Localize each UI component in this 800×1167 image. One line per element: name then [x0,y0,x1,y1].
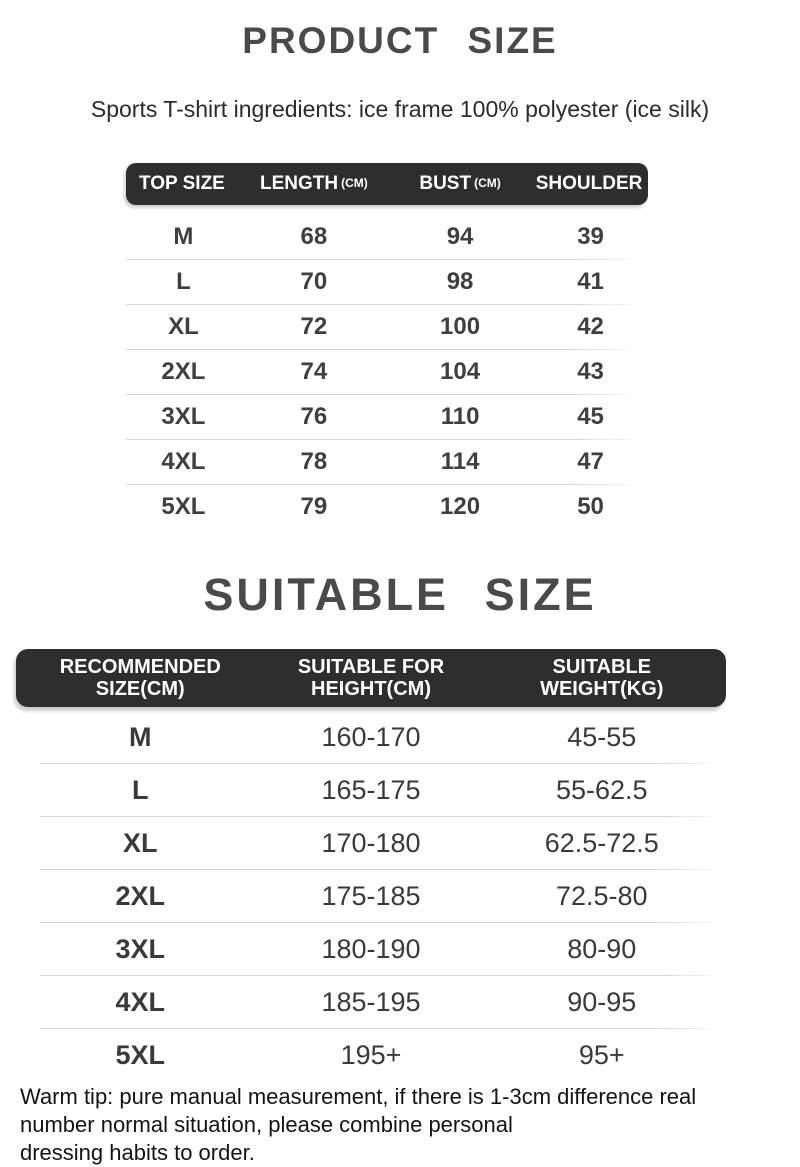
size-cell: 4XL [161,448,206,475]
height-cell: 185-195 [321,986,421,1017]
bust-cell: 110 [440,403,480,430]
column-label-line2: HEIGHT(CM) [311,678,431,700]
length-cell: 70 [300,268,328,295]
table-row [126,395,648,439]
bust-cell: 104 [440,358,481,385]
size-cell: 2XL [161,358,206,385]
table-row [16,1029,726,1081]
length-cell: 78 [300,448,328,475]
length-cell: 74 [300,358,328,385]
length-cell: 72 [300,313,328,340]
size-cell: XL [122,827,158,858]
column-label: LENGTH [260,173,339,194]
size-cell: 3XL [115,933,166,964]
size-cell: M [173,223,194,250]
weight-cell: 55-62.5 [555,774,648,805]
bust-cell: 100 [440,313,481,340]
shoulder-cell: 47 [577,448,604,475]
size-cell: 4XL [115,986,166,1017]
column-label: BUST [419,173,472,194]
shoulder-cell: 45 [577,403,604,430]
product-size-title: PRODUCT SIZE [242,20,558,61]
column-header-length [241,173,387,195]
size-cell: L [132,774,149,805]
product-subtitle: Sports T-shirt ingredients: ice frame 100% polyester (ice silk) [90,96,710,122]
bust-cell: 94 [446,223,474,250]
table-row [16,711,726,763]
column-unit: (CM) [341,176,368,190]
product-size-table [126,163,648,529]
shoulder-cell: 43 [577,358,604,385]
length-cell: 68 [300,223,328,250]
column-label-line1: RECOMMENDED [59,656,221,678]
height-cell: 195+ [340,1039,402,1070]
height-cell: 165-175 [321,774,421,805]
table-row [126,305,648,349]
shoulder-cell: 41 [577,268,604,295]
suitable-size-table [16,649,726,1081]
column-label-line1: SUITABLE [552,656,651,678]
warm-tip-line: dressing habits to order. [20,1140,255,1165]
length-cell: 76 [300,403,328,430]
shoulder-cell: 39 [577,223,604,250]
length-cell: 79 [300,493,328,520]
table-row [16,923,726,975]
table-row [16,976,726,1028]
height-cell: 180-190 [321,933,421,964]
size-cell: L [176,268,191,295]
column-label-line1: SUITABLE FOR [297,656,445,678]
column-label-line2: WEIGHT(KG) [540,678,664,700]
shoulder-cell: 42 [577,313,604,340]
size-cell: XL [168,313,199,340]
column-header-shoulder [533,173,648,195]
height-cell: 170-180 [321,827,421,858]
column-label: TOP SIZE [138,173,225,194]
table-row [126,215,648,259]
suitable-size-table-body [16,711,726,1081]
column-header-suitable-height [265,656,478,700]
warm-tip-line: Warm tip: pure manual measurement, if there is 1-3cm difference real [20,1084,697,1109]
height-cell: 160-170 [321,721,421,752]
height-cell: 175-185 [321,880,421,911]
weight-cell: 62.5-72.5 [544,827,659,858]
weight-cell: 72.5-80 [555,880,648,911]
suitable-size-table-header [16,649,726,707]
table-row [16,817,726,869]
weight-cell: 90-95 [567,986,637,1017]
suitable-size-title: SUITABLE SIZE [203,569,597,620]
column-unit: (CM) [474,176,501,190]
column-header-suitable-weight [478,656,727,700]
product-size-table-header [126,163,648,205]
warm-tip-line: number normal situation, please combine personal [20,1112,513,1137]
weight-cell: 95+ [578,1039,625,1070]
size-cell: 2XL [115,880,166,911]
table-row [126,260,648,304]
table-row [126,485,648,529]
size-cell: 5XL [161,493,206,520]
weight-cell: 80-90 [567,933,637,964]
bust-cell: 120 [440,493,481,520]
bust-cell: 98 [446,268,474,295]
column-header-top-size [126,173,241,195]
column-label-line2: SIZE(CM) [95,678,185,700]
table-row [126,440,648,484]
warm-tip [0,1083,800,1167]
table-row [16,764,726,816]
size-cell: M [129,721,152,752]
table-row [16,870,726,922]
column-label: SHOULDER [535,173,643,194]
shoulder-cell: 50 [577,493,604,520]
column-header-bust [387,173,533,195]
bust-cell: 114 [440,448,480,475]
table-row [126,350,648,394]
column-header-recommended-size [16,656,265,700]
product-size-table-body [126,215,648,529]
weight-cell: 45-55 [567,721,637,752]
size-cell: 3XL [161,403,206,430]
size-cell: 5XL [115,1039,166,1070]
